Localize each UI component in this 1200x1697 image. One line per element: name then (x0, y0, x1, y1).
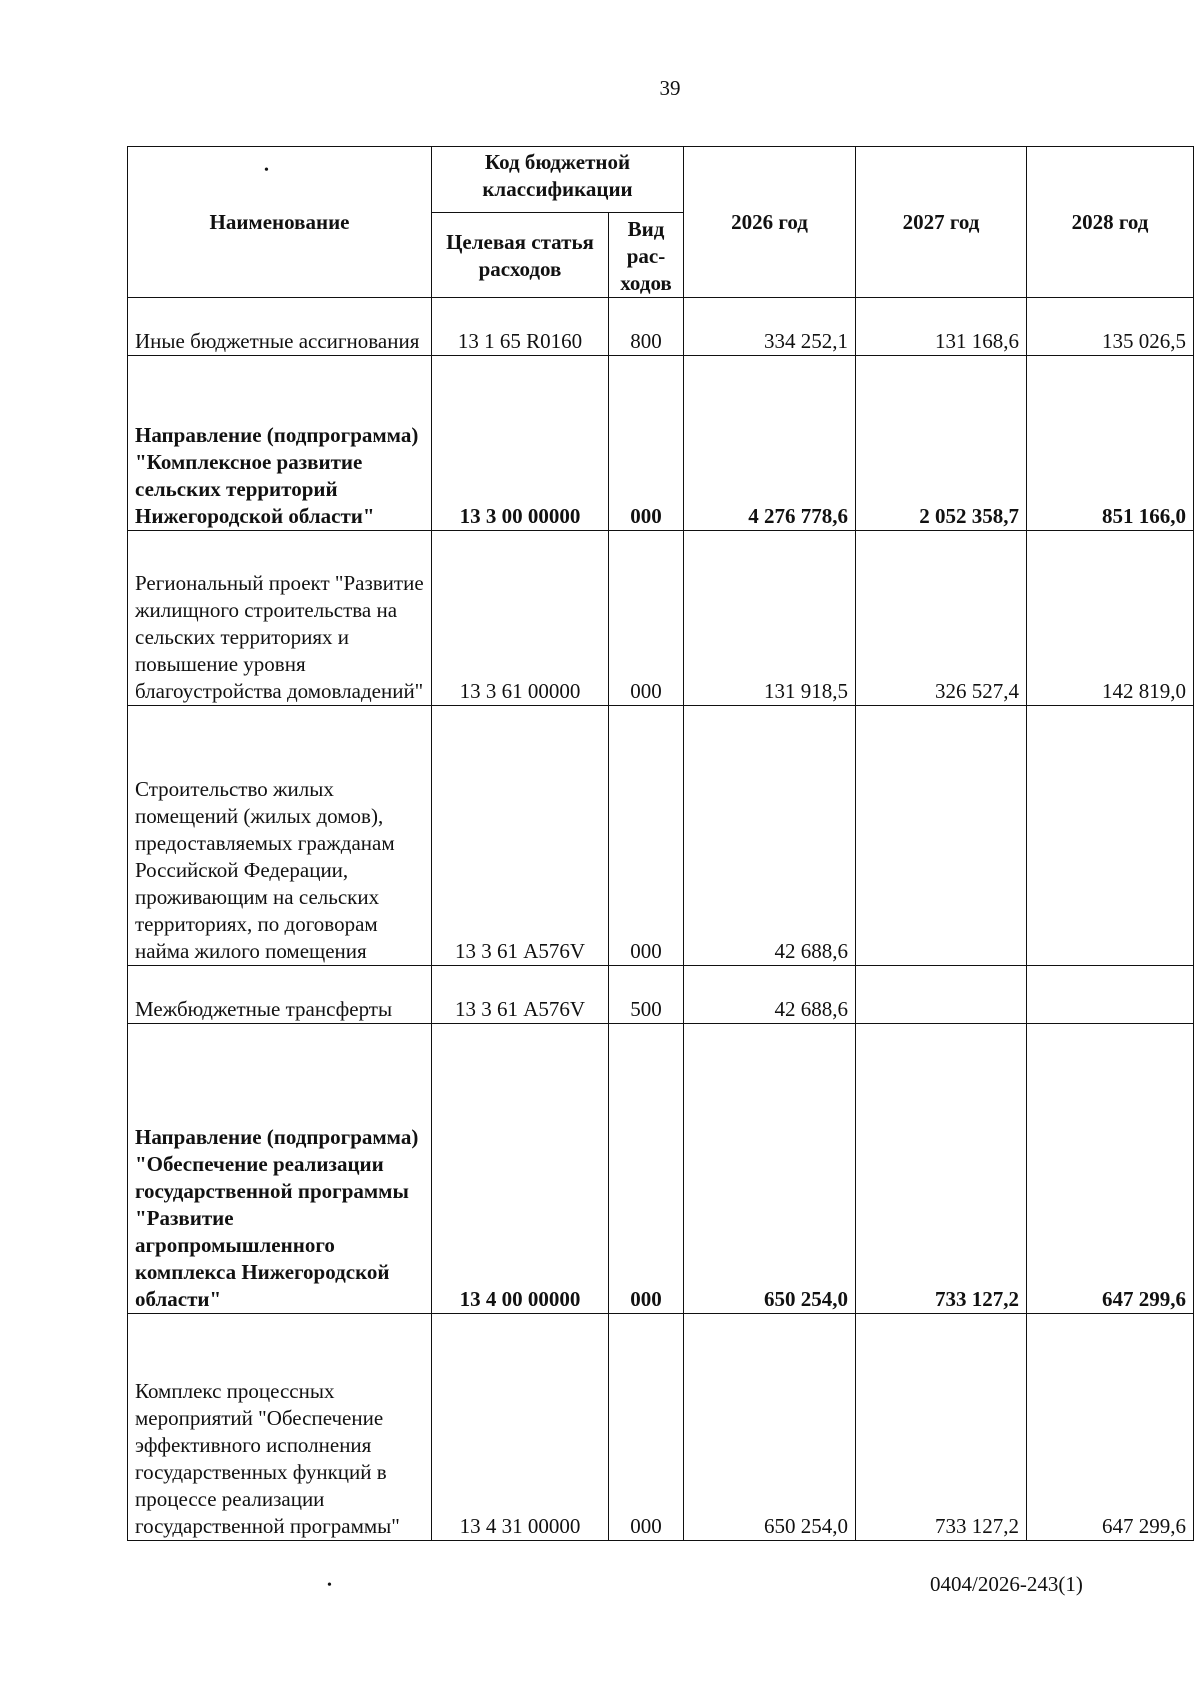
table-row (128, 1314, 1194, 1541)
row-2026: 131 918,5 (684, 531, 856, 706)
page-number: 39 (659, 76, 681, 100)
header-year-2028: 2028 год (1027, 147, 1194, 298)
header-year-2027: 2027 год (856, 147, 1027, 298)
header-expense-kind: Вид рас- ходов (609, 213, 684, 298)
row-kind: 000 (609, 706, 684, 966)
row-name: Межбюджетные трансферты (128, 966, 432, 1024)
row-name: Иные бюджетные ассигнования (128, 298, 432, 356)
row-2028 (1027, 706, 1194, 966)
row-2028: 851 166,0 (1027, 356, 1194, 531)
row-2026: 650 254,0 (684, 1314, 856, 1541)
row-2027 (856, 966, 1027, 1024)
row-name: Направление (подпрограмма) "Комплексное развитие сельских территорий Нижегородской области" (128, 356, 432, 531)
row-2026: 334 252,1 (684, 298, 856, 356)
row-code: 13 3 61 00000 (432, 531, 609, 706)
table-row (128, 298, 1194, 356)
row-name: Комплекс процессных мероприятий "Обеспечение эффективного исполнения государственных функций в процессе реализации государственной программы" (128, 1314, 432, 1541)
row-2028: 647 299,6 (1027, 1314, 1194, 1541)
row-kind: 500 (609, 966, 684, 1024)
row-2026: 42 688,6 (684, 966, 856, 1024)
row-2027: 2 052 358,7 (856, 356, 1027, 531)
row-name: Строительство жилых помещений (жилых домов), предоставляемых гражданам Российской Федерации, проживающим на сельских территориях, по договорам найма жилого помещения (128, 706, 432, 966)
row-kind: 000 (609, 1314, 684, 1541)
row-code: 13 4 00 00000 (432, 1024, 609, 1314)
table-row (128, 356, 1194, 531)
row-2026: 4 276 778,6 (684, 356, 856, 531)
row-2026: 650 254,0 (684, 1024, 856, 1314)
row-kind: 000 (609, 531, 684, 706)
budget-table (127, 146, 1194, 1541)
table-row (128, 706, 1194, 966)
row-2027 (856, 706, 1027, 966)
scan-dot-mark: • (327, 1578, 332, 1593)
row-code: 13 3 61 А576V (432, 706, 609, 966)
row-name: Направление (подпрограмма) "Обеспечение реализации государственной программы "Развитие агропромышленного комплекса Нижегородской области" (128, 1024, 432, 1314)
header-name: • Наименование (128, 147, 432, 298)
header-target-article: Целевая статья расходов (432, 213, 609, 298)
row-2028: 647 299,6 (1027, 1024, 1194, 1314)
row-code: 13 1 65 R0160 (432, 298, 609, 356)
scan-dot-mark: • (264, 163, 269, 178)
row-2027: 131 168,6 (856, 298, 1027, 356)
table-row (128, 531, 1194, 706)
row-2028: 142 819,0 (1027, 531, 1194, 706)
document-code: 0404/2026-243(1) (930, 1572, 1083, 1596)
row-2027: 733 127,2 (856, 1314, 1027, 1541)
row-2027: 326 527,4 (856, 531, 1027, 706)
row-kind: 800 (609, 298, 684, 356)
row-code: 13 3 00 00000 (432, 356, 609, 531)
row-2028: 135 026,5 (1027, 298, 1194, 356)
row-code: 13 3 61 А576V (432, 966, 609, 1024)
row-kind: 000 (609, 356, 684, 531)
table-row (128, 1024, 1194, 1314)
row-code: 13 4 31 00000 (432, 1314, 609, 1541)
table-row (128, 966, 1194, 1024)
header-budget-code-group: Код бюджетной классификации (432, 147, 684, 213)
header-year-2026: 2026 год (684, 147, 856, 298)
row-kind: 000 (609, 1024, 684, 1314)
row-2027: 733 127,2 (856, 1024, 1027, 1314)
row-2026: 42 688,6 (684, 706, 856, 966)
row-name: Региональный проект "Развитие жилищного строительства на сельских территориях и повышение уровня благоустройства домовладений" (128, 531, 432, 706)
row-2028 (1027, 966, 1194, 1024)
